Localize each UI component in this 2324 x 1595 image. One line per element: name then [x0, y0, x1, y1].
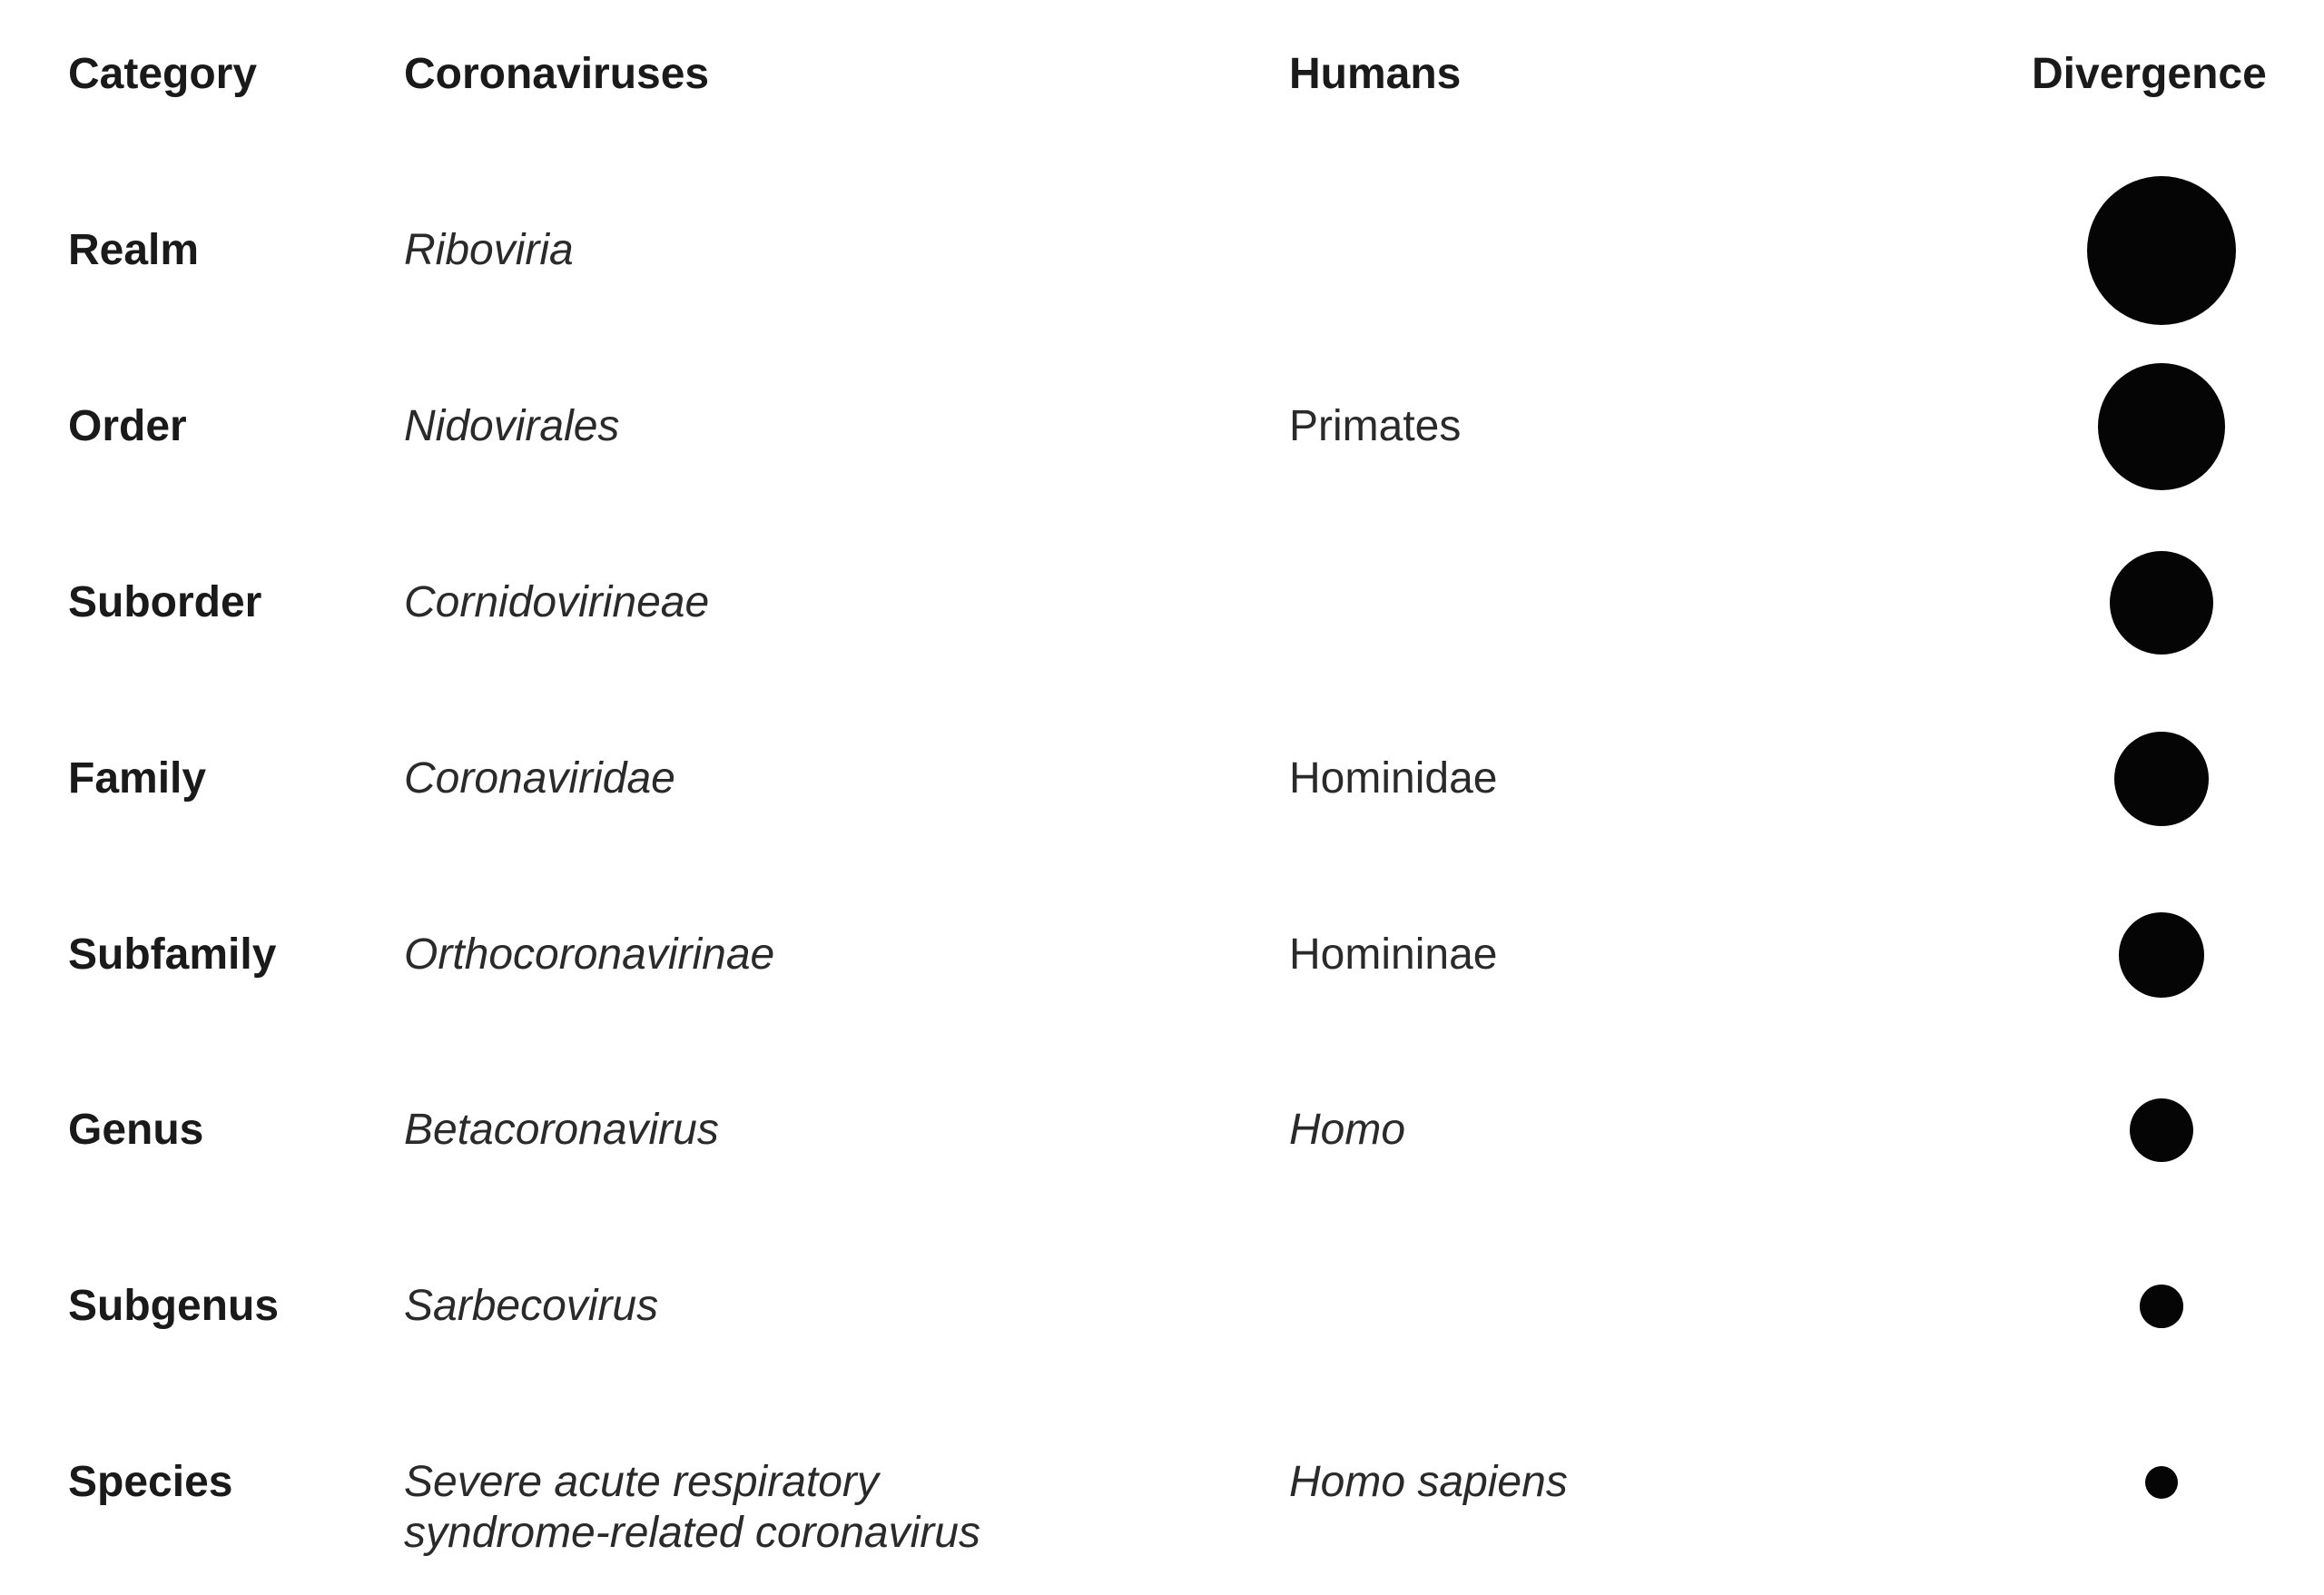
- row-coronavirus-taxon: Riboviria: [404, 226, 574, 274]
- divergence-dot: [2145, 1466, 2178, 1499]
- header-category: Category: [68, 50, 258, 98]
- row-category: Order: [68, 402, 187, 450]
- row-human-taxon: Primates: [1289, 402, 1462, 450]
- row-human-taxon: Homininae: [1289, 930, 1498, 979]
- row-coronavirus-taxon: Coronaviridae: [404, 754, 675, 802]
- header-coronaviruses: Coronaviruses: [404, 50, 710, 98]
- row-coronavirus-taxon: Severe acute respiratory: [404, 1458, 879, 1506]
- row-category: Family: [68, 754, 207, 802]
- row-coronavirus-taxon: Nidovirales: [404, 402, 620, 450]
- row-coronavirus-taxon: Orthocoronavirinae: [404, 930, 775, 979]
- divergence-dot: [2114, 732, 2208, 825]
- header-divergence: Divergence: [2032, 50, 2267, 98]
- row-category: Suborder: [68, 578, 262, 626]
- header-humans: Humans: [1289, 50, 1462, 98]
- row-category: Species: [68, 1458, 233, 1506]
- divergence-dot: [2130, 1098, 2194, 1163]
- row-category: Realm: [68, 226, 200, 274]
- divergence-dot: [2119, 912, 2203, 997]
- row-coronavirus-taxon: Betacoronavirus: [404, 1106, 719, 1154]
- row-category: Genus: [68, 1106, 204, 1154]
- row-category: Subgenus: [68, 1282, 280, 1330]
- row-coronavirus-taxon: Sarbecovirus: [404, 1282, 659, 1330]
- row-coronavirus-taxon-line2: syndrome-related coronavirus: [404, 1509, 980, 1557]
- divergence-dot: [2098, 363, 2224, 489]
- row-human-taxon: Homo sapiens: [1289, 1458, 1568, 1506]
- row-coronavirus-taxon: Cornidovirineae: [404, 578, 710, 626]
- row-human-taxon: Hominidae: [1289, 754, 1498, 802]
- divergence-dot: [2087, 176, 2236, 325]
- row-human-taxon: Homo: [1289, 1106, 1406, 1154]
- divergence-dot: [2110, 551, 2214, 655]
- divergence-dot: [2140, 1285, 2183, 1328]
- row-category: Subfamily: [68, 930, 277, 979]
